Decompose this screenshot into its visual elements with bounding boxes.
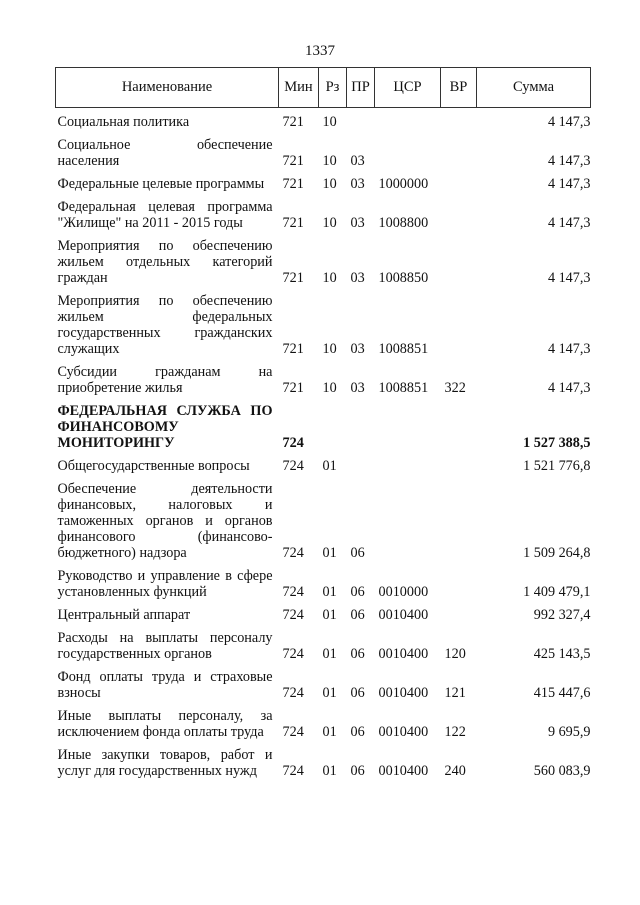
row-csr xyxy=(375,131,441,170)
row-rz: 10 xyxy=(322,176,337,192)
header-sum: Сумма xyxy=(477,68,591,108)
row-vr xyxy=(441,232,477,287)
table-row xyxy=(56,663,591,702)
row-rz: 10 xyxy=(322,270,337,286)
row-name: ФЕДЕРАЛЬНАЯ СЛУЖБА ПО ФИНАНСОВОМУ МОНИТОРИНГУ xyxy=(57,403,273,451)
table-row xyxy=(56,108,591,132)
row-pr: 03 xyxy=(350,153,365,169)
table-header xyxy=(56,68,591,108)
table-row xyxy=(56,232,591,287)
row-pr: 06 xyxy=(350,607,365,623)
row-sum: 4 147,3 xyxy=(547,270,591,286)
header-rz: Рз xyxy=(319,68,347,108)
row-name: Социальное обеспечение населения xyxy=(57,137,273,169)
row-csr xyxy=(375,397,441,452)
row-rz: 01 xyxy=(322,545,337,561)
row-pr: 06 xyxy=(350,545,365,561)
row-pr: 06 xyxy=(350,685,365,701)
row-csr: 0010400 xyxy=(378,685,429,701)
row-vr xyxy=(441,397,477,452)
budget-table xyxy=(55,67,591,780)
row-pr xyxy=(347,397,375,452)
table-body xyxy=(56,108,591,781)
row-vr xyxy=(441,170,477,193)
table-row xyxy=(56,452,591,475)
row-pr: 06 xyxy=(350,724,365,740)
table-row xyxy=(56,475,591,562)
row-vr xyxy=(441,193,477,232)
table-row xyxy=(56,397,591,452)
row-vr xyxy=(441,601,477,624)
row-sum: 4 147,3 xyxy=(547,176,591,192)
row-vr: 322 xyxy=(444,380,466,396)
table-row xyxy=(56,562,591,601)
page-number: 1337 xyxy=(305,43,335,59)
row-sum: 1 409 479,1 xyxy=(523,584,591,600)
row-name: Иные выплаты персоналу, за исключением фонда оплаты труда xyxy=(57,708,273,740)
table-row xyxy=(56,624,591,663)
header-pr: ПР xyxy=(347,68,375,108)
row-min: 721 xyxy=(282,380,304,396)
row-sum: 1 521 776,8 xyxy=(523,458,591,474)
header-csr: ЦСР xyxy=(375,68,441,108)
row-csr: 0010400 xyxy=(378,607,429,623)
row-sum: 425 143,5 xyxy=(533,646,591,662)
row-name: Федеральная целевая программа "Жилище" на 2011 - 2015 годы xyxy=(57,199,273,231)
row-csr: 0010400 xyxy=(378,646,429,662)
table-row xyxy=(56,131,591,170)
row-min: 721 xyxy=(282,153,304,169)
row-name: Общегосударственные вопросы xyxy=(57,458,250,474)
table-row xyxy=(56,601,591,624)
table-row xyxy=(56,193,591,232)
row-sum: 1 527 388,5 xyxy=(523,435,591,451)
table-row xyxy=(56,741,591,780)
header-name: Наименование xyxy=(56,68,279,108)
row-csr: 0010000 xyxy=(378,584,429,600)
row-sum: 4 147,3 xyxy=(547,153,591,169)
row-min: 724 xyxy=(282,584,304,600)
row-vr xyxy=(441,131,477,170)
row-csr: 1008851 xyxy=(378,380,429,396)
row-csr xyxy=(375,108,441,132)
row-min: 724 xyxy=(282,763,304,779)
row-csr: 1008850 xyxy=(378,270,429,286)
row-csr xyxy=(375,475,441,562)
row-sum: 9 695,9 xyxy=(547,724,591,740)
row-sum: 4 147,3 xyxy=(547,341,591,357)
row-csr: 1000000 xyxy=(378,176,429,192)
row-min: 724 xyxy=(282,607,304,623)
row-min: 724 xyxy=(282,435,304,451)
row-name: Мероприятия по обеспечению жильем отдельных категорий граждан xyxy=(57,238,273,286)
row-sum: 560 083,9 xyxy=(533,763,591,779)
row-rz: 10 xyxy=(322,380,337,396)
row-csr: 1008800 xyxy=(378,215,429,231)
row-min: 721 xyxy=(282,215,304,231)
row-csr xyxy=(375,452,441,475)
row-sum: 415 447,6 xyxy=(533,685,591,701)
row-vr: 240 xyxy=(444,763,466,779)
row-pr: 03 xyxy=(350,270,365,286)
row-vr xyxy=(441,562,477,601)
row-rz: 01 xyxy=(322,458,337,474)
row-name: Расходы на выплаты персоналу государственных органов xyxy=(57,630,273,662)
header-vr: ВР xyxy=(441,68,477,108)
row-name: Фонд оплаты труда и страховые взносы xyxy=(57,669,273,701)
row-min: 721 xyxy=(282,114,304,130)
row-rz: 01 xyxy=(322,607,337,623)
row-rz: 01 xyxy=(322,724,337,740)
row-vr: 120 xyxy=(444,646,466,662)
row-min: 721 xyxy=(282,176,304,192)
row-pr: 03 xyxy=(350,341,365,357)
row-min: 724 xyxy=(282,458,304,474)
header-min: Мин xyxy=(279,68,319,108)
table-row xyxy=(56,702,591,741)
row-rz: 01 xyxy=(322,685,337,701)
row-name: Иные закупки товаров, работ и услуг для государственных нужд xyxy=(57,747,273,779)
row-pr: 06 xyxy=(350,763,365,779)
row-vr: 121 xyxy=(444,685,466,701)
row-pr: 06 xyxy=(350,646,365,662)
row-vr xyxy=(441,452,477,475)
row-vr xyxy=(441,475,477,562)
row-name: Центральный аппарат xyxy=(57,607,191,623)
row-vr xyxy=(441,108,477,132)
row-rz: 01 xyxy=(322,646,337,662)
row-csr: 0010400 xyxy=(378,763,429,779)
row-min: 724 xyxy=(282,724,304,740)
row-rz: 10 xyxy=(322,114,337,130)
row-vr: 122 xyxy=(444,724,466,740)
row-rz: 01 xyxy=(322,584,337,600)
row-pr: 03 xyxy=(350,380,365,396)
row-min: 724 xyxy=(282,646,304,662)
row-rz: 10 xyxy=(322,215,337,231)
row-pr xyxy=(347,108,375,132)
row-name: Мероприятия по обеспечению жильем федеральных государственных гражданских служащих xyxy=(57,293,273,357)
row-sum: 1 509 264,8 xyxy=(523,545,591,561)
row-min: 724 xyxy=(282,685,304,701)
row-min: 724 xyxy=(282,545,304,561)
row-sum: 992 327,4 xyxy=(533,607,591,623)
row-rz xyxy=(319,397,347,452)
table-row xyxy=(56,170,591,193)
row-sum: 4 147,3 xyxy=(547,114,591,130)
row-name: Субсидии гражданам на приобретение жилья xyxy=(57,364,273,396)
row-name: Социальная политика xyxy=(57,114,190,130)
row-name: Руководство и управление в сфере установленных функций xyxy=(57,568,273,600)
table-row xyxy=(56,358,591,397)
row-min: 721 xyxy=(282,270,304,286)
row-sum: 4 147,3 xyxy=(547,380,591,396)
row-csr: 1008851 xyxy=(378,341,429,357)
row-pr: 03 xyxy=(350,215,365,231)
table-row xyxy=(56,287,591,358)
row-name: Обеспечение деятельности финансовых, налоговых и таможенных органов и органов финансового (финансово-бюджетного) надзора xyxy=(57,481,273,561)
row-sum: 4 147,3 xyxy=(547,215,591,231)
row-rz: 10 xyxy=(322,341,337,357)
row-name: Федеральные целевые программы xyxy=(57,176,265,192)
row-rz: 01 xyxy=(322,763,337,779)
row-vr xyxy=(441,287,477,358)
row-rz: 10 xyxy=(322,153,337,169)
row-min: 721 xyxy=(282,341,304,357)
row-pr xyxy=(347,452,375,475)
row-csr: 0010400 xyxy=(378,724,429,740)
row-pr: 03 xyxy=(350,176,365,192)
row-pr: 06 xyxy=(350,584,365,600)
